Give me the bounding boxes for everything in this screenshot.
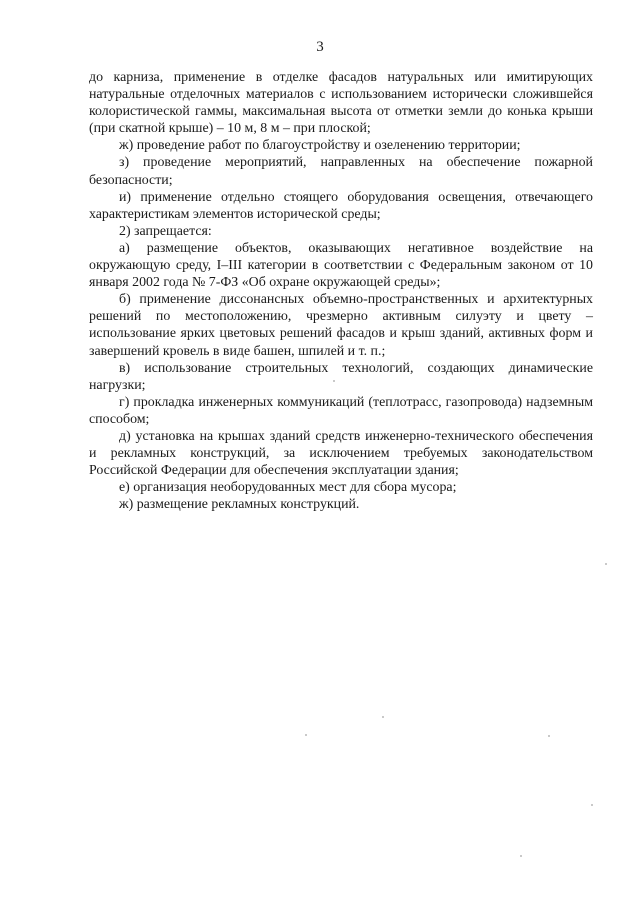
scan-speck xyxy=(605,563,607,565)
paragraph-item-v-technologies: в) использование строительных технологий, создающих динамические нагрузки; xyxy=(89,360,593,393)
scan-speck xyxy=(333,380,335,382)
scan-speck xyxy=(305,734,307,736)
paragraph-item-zh-landscaping: ж) проведение работ по благоустройству и озеленению территории; xyxy=(119,138,521,154)
paragraph-continuation: до карниза, применение в отделке фасадов натуральных или имитирующих натуральные отделочных материалов с использованием исторически сложившейся колористической гаммы, максимальная высота от отметки земли до конька крыши (при скатной крыше) – 10 м, 8 м – при плоской; xyxy=(89,70,593,137)
paragraph-item-d-roof-equipment: д) установка на крышах зданий средств инженерно-технического обеспечения и рекламных конструкций, за исключением требуемых законодательством Российской Федерации для обеспечения эксплуатации здания; xyxy=(89,428,593,479)
scan-speck xyxy=(520,855,522,857)
paragraph-item-a-objects: а) размещение объектов, оказывающих негативное воздействие на окружающую среду, I–III категории в соответствии с Федеральным законом от 10 января 2002 года № 7-ФЗ «Об охране окружающей среды»; xyxy=(89,240,593,291)
scan-speck xyxy=(382,716,384,718)
document-body xyxy=(89,69,593,513)
paragraph-item-b-dissonant-solutions: б) применение диссонансных объемно-пространственных и архитектурных решений по местоположению, чрезмерно активным силуэту и цвету – использование ярких цветовых решений фасадов и крыш зданий, активных форм и завершений кровель в виде башен, шпилей и т. п.; xyxy=(89,292,593,359)
paragraph-item-z-fire-safety: з) проведение мероприятий, направленных на обеспечение пожарной безопасности; xyxy=(89,155,593,188)
paragraph-item-e-waste-sites: е) организация необорудованных мест для сбора мусора; xyxy=(119,480,457,496)
paragraph-prohibited-heading: 2) запрещается: xyxy=(119,223,212,239)
paragraph-item-zh-advertising: ж) размещение рекламных конструкций. xyxy=(119,497,360,513)
scan-speck xyxy=(591,804,593,806)
scan-speck xyxy=(548,735,550,737)
paragraph-item-g-communications: г) прокладка инженерных коммуникаций (теплотрасс, газопровода) надземным способом; xyxy=(89,394,593,427)
page-number: 3 xyxy=(316,39,324,55)
paragraph-item-i-lighting: и) применение отдельно стоящего оборудования освещения, отвечающего характеристикам элементов исторической среды; xyxy=(89,189,593,222)
